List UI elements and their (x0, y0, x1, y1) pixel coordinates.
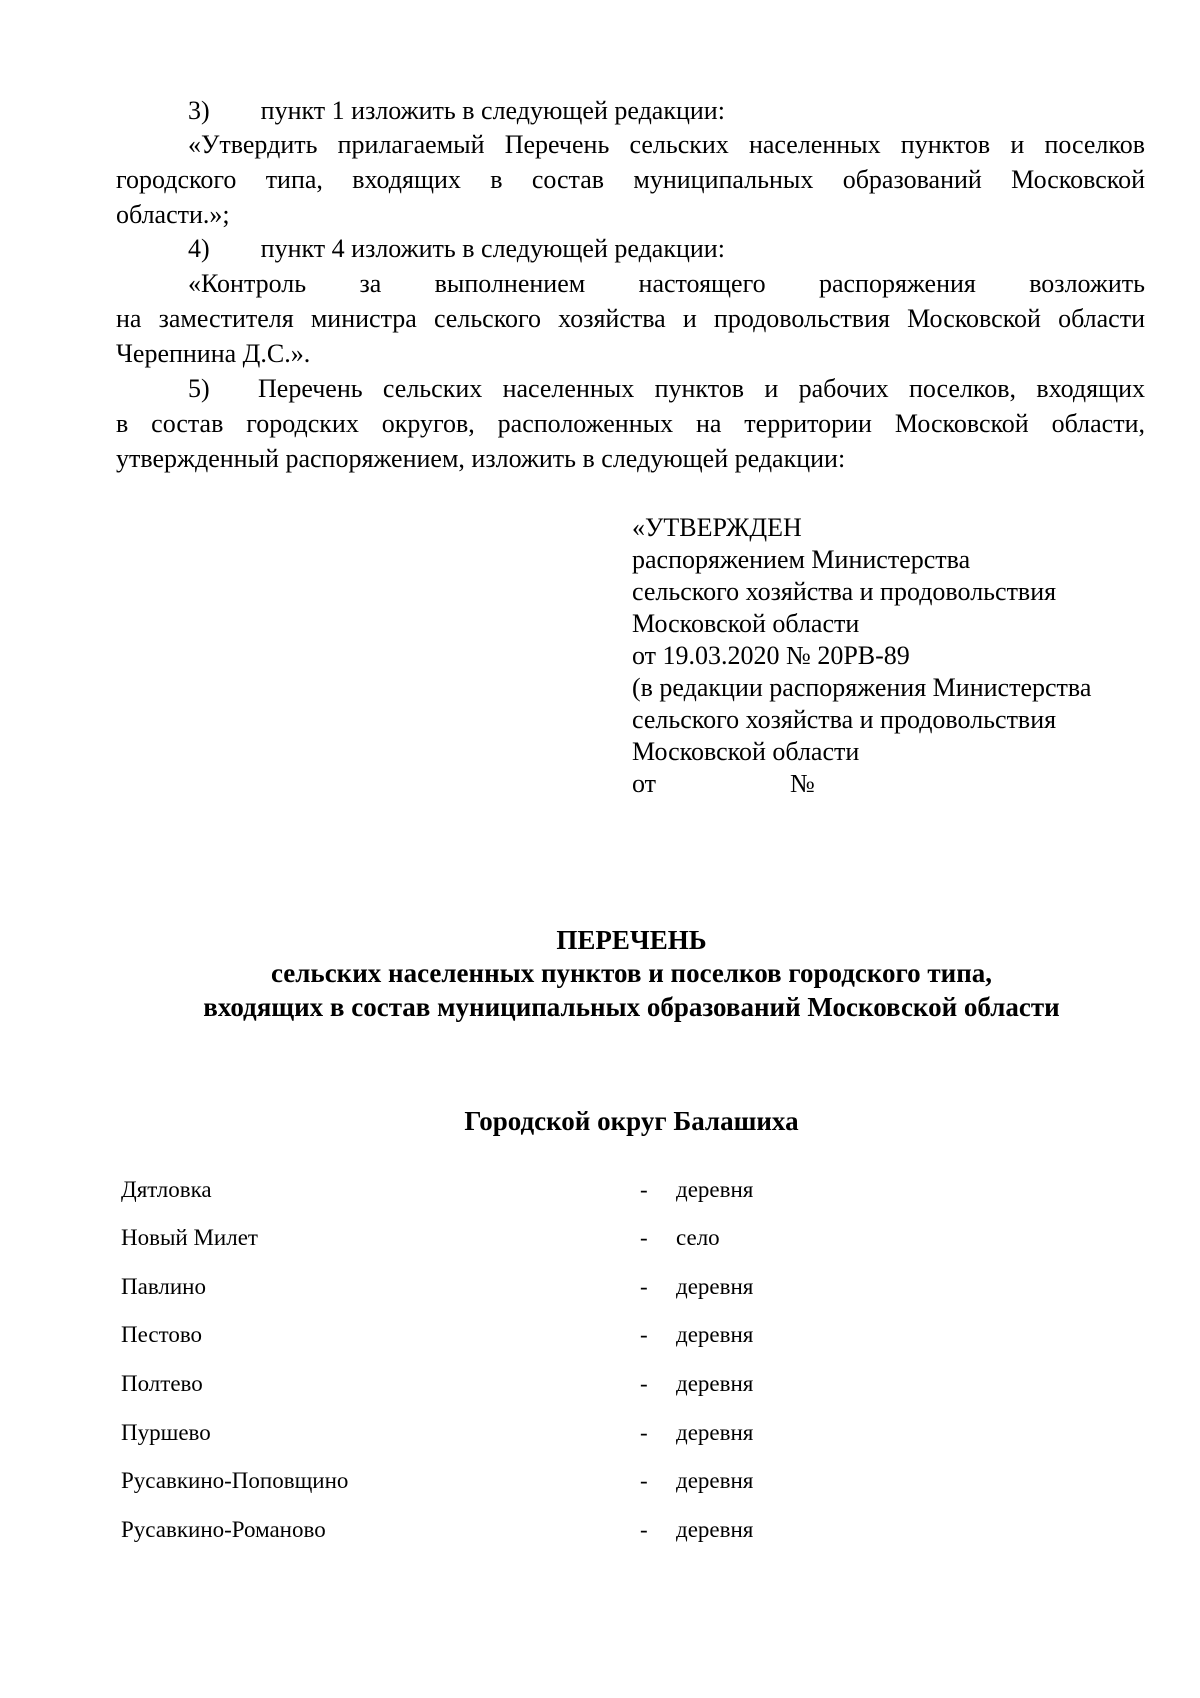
quote-1-line-2: городского типа, входящих в состав муниципальных образований Московской (116, 165, 1145, 194)
approval-line-4: Московской области (632, 609, 860, 638)
approval-line-6: (в редакции распоряжения Министерства (632, 673, 1092, 702)
settlement-type: деревня (676, 1274, 754, 1299)
quote-1-line-1: «Утвердить прилагаемый Перечень сельских населенных пунктов и поселков (188, 130, 1145, 159)
settlement-dash: - (640, 1225, 648, 1250)
quote-2-line-3: Черепнина Д.С.». (116, 339, 311, 368)
approval-number-label: № (790, 769, 815, 798)
approval-line-5: от 19.03.2020 № 20РВ-89 (632, 641, 910, 670)
settlement-dash: - (640, 1274, 648, 1299)
approval-date-number (632, 768, 832, 800)
item-5-line-1: Перечень сельских населенных пунктов и рабочих поселков, входящих (258, 374, 1145, 403)
settlement-dash: - (640, 1468, 648, 1493)
item-4-text: пункт 4 изложить в следующей редакции: (260, 234, 725, 263)
item-4-number: 4) (188, 234, 210, 263)
settlement-name: Русавкино-Романово (121, 1517, 326, 1542)
settlement-name: Пестово (121, 1322, 203, 1347)
list-title-line-1: ПЕРЕЧЕНЬ (556, 925, 707, 955)
item-5-first-line (188, 372, 1145, 406)
settlement-dash: - (640, 1371, 648, 1396)
settlement-name: Дятловка (121, 1177, 212, 1202)
list-title-line-2: сельских населенных пунктов и поселков городского типа, (270, 958, 993, 988)
item-3-number: 3) (188, 96, 210, 125)
quote-2-line-1: «Контроль за выполнением настоящего распоряжения возложить (188, 269, 1145, 298)
approval-line-3: сельского хозяйства и продовольствия (632, 577, 1057, 606)
approval-line-8: Московской области (632, 737, 860, 766)
approval-line-7: сельского хозяйства и продовольствия (632, 705, 1057, 734)
quote-2-line-2: на заместителя министра сельского хозяйства и продовольствия Московской области (116, 304, 1145, 333)
item-3 (188, 94, 725, 128)
approval-line-2: распоряжением Министерства (632, 545, 971, 574)
item-5-line-2: в состав городских округов, расположенных на территории Московской области, (116, 409, 1145, 438)
item-4 (188, 232, 725, 266)
item-3-text: пункт 1 изложить в следующей редакции: (260, 96, 725, 125)
approval-line-1: «УТВЕРЖДЕН (632, 513, 802, 542)
settlement-type: деревня (676, 1420, 754, 1445)
settlement-type: деревня (676, 1177, 754, 1202)
item-5-line-3: утвержденный распоряжением, изложить в следующей редакции: (116, 444, 846, 473)
settlement-type: село (676, 1225, 720, 1250)
settlement-name: Русавкино-Поповщино (121, 1468, 349, 1493)
settlement-name: Полтево (121, 1371, 203, 1396)
settlement-type: деревня (676, 1517, 754, 1542)
settlement-dash: - (640, 1177, 648, 1202)
approval-date-label: от (632, 769, 657, 798)
quote-1-line-3: области.»; (116, 200, 230, 229)
settlement-type: деревня (676, 1322, 754, 1347)
section-title: Городской округ Балашиха (464, 1106, 799, 1136)
list-title-line-3: входящих в состав муниципальных образований Московской области (203, 992, 1060, 1022)
settlement-type: деревня (676, 1468, 754, 1493)
settlement-dash: - (640, 1420, 648, 1445)
settlement-dash: - (640, 1322, 648, 1347)
settlement-dash: - (640, 1517, 648, 1542)
settlement-name: Пуршево (121, 1420, 211, 1445)
settlement-name: Павлино (121, 1274, 206, 1299)
settlement-type: деревня (676, 1371, 754, 1396)
item-5-number: 5) (188, 374, 210, 403)
settlement-name: Новый Милет (121, 1225, 258, 1250)
